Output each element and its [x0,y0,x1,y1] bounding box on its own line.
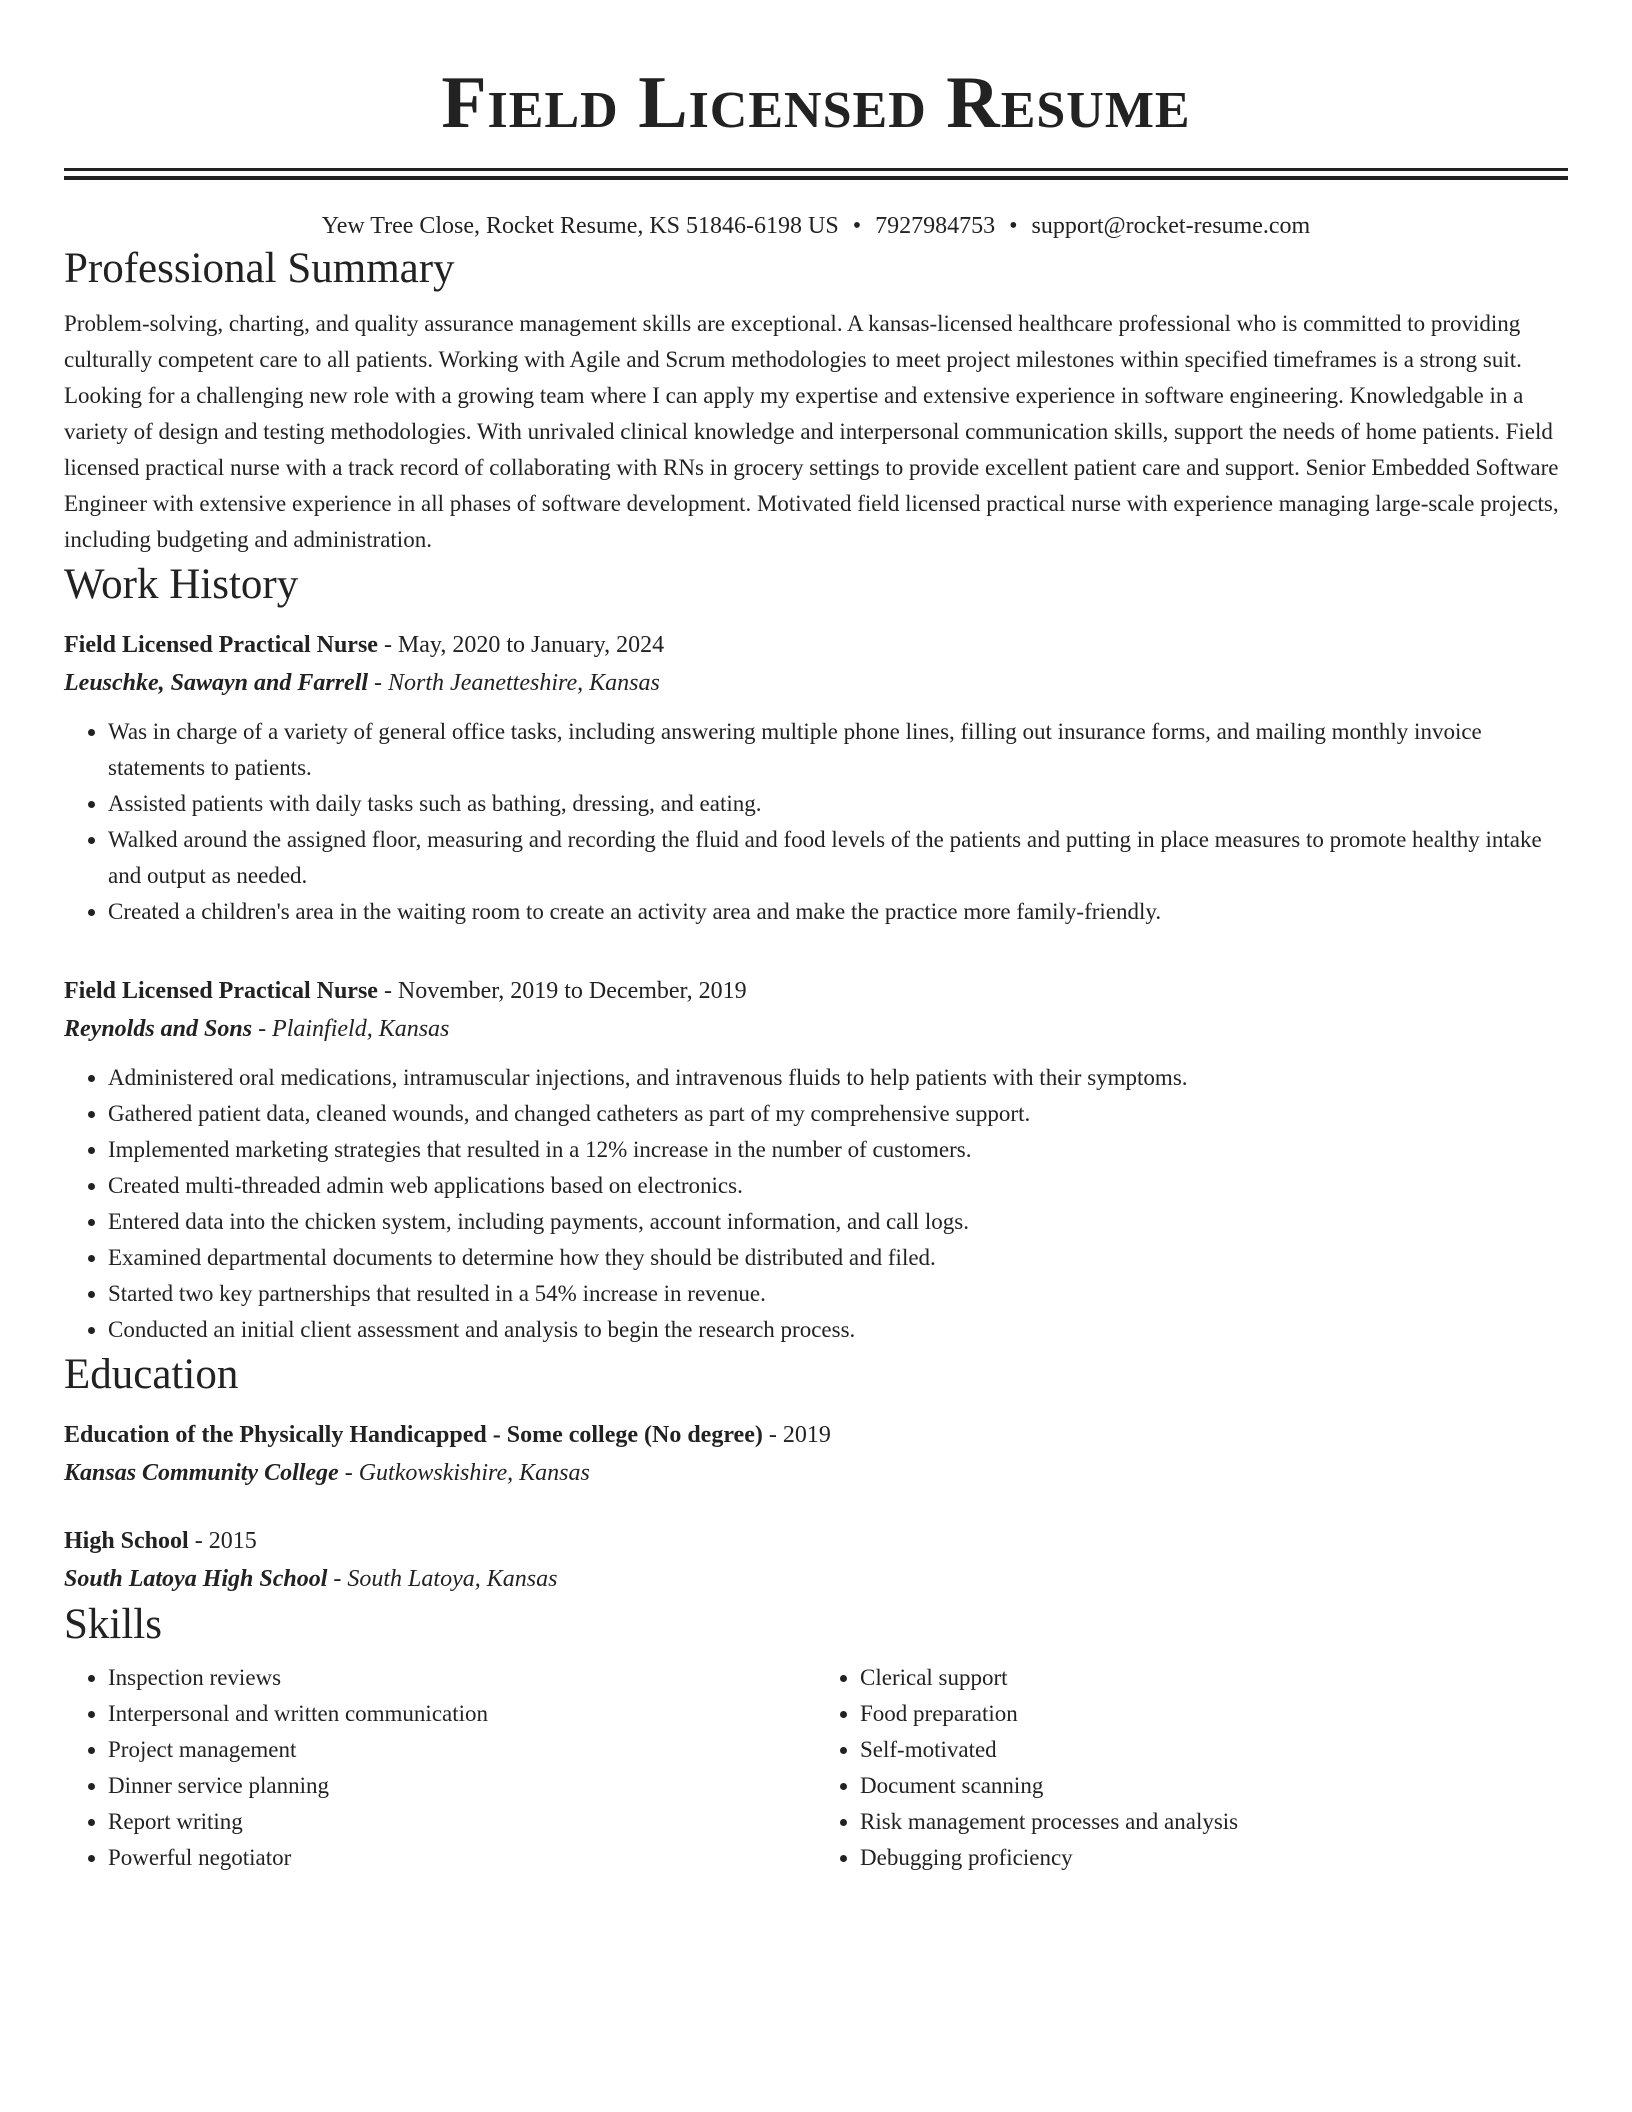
job-bullet: • Started two key partnerships that resulted in a 54% increase in revenue. [108,1276,1568,1312]
job-location: - Plainfield, Kansas [252,1016,450,1042]
education-year: - 2019 [762,1422,831,1448]
job-bullet: • Implemented marketing strategies that resulted in a 12% increase in the number of customers. [108,1132,1568,1168]
job-company: Leuschke, Sawayn and Farrell [64,670,369,696]
education-school-line [64,1560,1568,1598]
skill-item: • Dinner service planning [108,1768,816,1804]
job-title: Field Licensed Practical Nurse [64,632,378,658]
education-year: - 2015 [188,1528,257,1554]
job-location: - North Jeanetteshire, Kansas [368,670,660,696]
resume-title: Field Licensed Resume [441,62,1191,144]
skill-item: • Clerical support [860,1660,1568,1696]
contact-email[interactable]: support@rocket-resume.com [1031,213,1311,239]
education-degree-line [64,1416,1568,1454]
skill-item: • Project management [108,1732,816,1768]
contact-separator: • [1009,213,1018,239]
skills-columns [64,1656,1568,1876]
job-company: Reynolds and Sons [64,1016,253,1042]
job-title: Field Licensed Practical Nurse [64,978,378,1004]
skill-item: • Debugging proficiency [860,1840,1568,1876]
work-history-heading: Work History [64,561,299,608]
education-degree-line [64,1522,1568,1560]
skills-heading: Skills [64,1601,162,1648]
education-school-line [64,1454,1568,1492]
job-bullet: • Examined departmental documents to determine how they should be distributed and filed. [108,1240,1568,1276]
skill-item: • Risk management processes and analysis [860,1804,1568,1840]
education-location: - Gutkowskishire, Kansas [338,1460,590,1486]
job-bullet: • Created multi-threaded admin web applications based on electronics. [108,1168,1568,1204]
job-bullet: • Assisted patients with daily tasks such as bathing, dressing, and eating. [108,786,1568,822]
job-dates: - November, 2019 to December, 2019 [377,978,747,1004]
job-title-line [64,626,1568,664]
job-entry [64,972,1568,1348]
job-title-line [64,972,1568,1010]
job-bullet: • Gathered patient data, cleaned wounds, and changed catheters as part of my comprehensive support. [108,1096,1568,1132]
job-dates: - May, 2020 to January, 2024 [377,632,665,658]
education-school: South Latoya High School [64,1566,328,1592]
skill-item: • Self-motivated [860,1732,1568,1768]
skill-item: • Document scanning [860,1768,1568,1804]
contact-address: Yew Tree Close, Rocket Resume, KS 51846-6198 US [321,213,839,239]
contact-phone[interactable]: 7927984753 [875,213,996,239]
job-company-line [64,1010,1568,1048]
job-bullet: • Walked around the assigned floor, measuring and recording the fluid and food levels of the patients and putting in place measures to promote healthy intake and output as needed. [108,822,1568,894]
rule-line-bottom [64,176,1568,180]
skill-item: • Report writing [108,1804,816,1840]
skills-list-left [64,1660,816,1876]
job-bullet: • Was in charge of a variety of general office tasks, including answering multiple phone lines, filling out insurance forms, and mailing monthly invoice statements to patients. [108,714,1568,786]
skill-item: • Food preparation [860,1696,1568,1732]
skill-item: • Interpersonal and written communication [108,1696,816,1732]
rule-line-top [64,168,1568,171]
education-entry [64,1416,1568,1492]
skills-list-right [816,1660,1568,1876]
education-location: - South Latoya, Kansas [327,1566,558,1592]
job-bullet: • Conducted an initial client assessment and analysis to begin the research process. [108,1312,1568,1348]
education-degree: Education of the Physically Handicapped - Some college (No degree) [64,1422,763,1448]
job-bullet: • Entered data into the chicken system, including payments, account information, and call logs. [108,1204,1568,1240]
job-bullet: • Created a children's area in the waiting room to create an activity area and make the practice more family-friendly. [108,894,1568,930]
skill-item: • Powerful negotiator [108,1840,816,1876]
job-bullets [64,1060,1568,1348]
job-bullets [64,714,1568,930]
contact-separator: • [852,213,862,239]
education-degree: High School [64,1528,189,1554]
title-double-rule [64,168,1568,180]
education-school: Kansas Community College [64,1460,339,1486]
summary-text: Problem-solving, charting, and quality assurance management skills are exceptional. A kansas-licensed healthcare professional who is committed to providing culturally competent care to all patients. Working with Agile and Scrum methodologies to meet project milestones within specified timeframes is a strong suit. Looking for a challenging new role with a growing team where I can apply my expertise and extensive experience in software engineering. Knowledgable in a variety of design and testing methodologies. With unrivaled clinical knowledge and interpersonal communication skills, support the needs of home patients. Field licensed practical nurse with a track record of collaborating with RNs in grocery settings to provide excellent patient care and support. Senior Embedded Software Engineer with extensive experience in all phases of software development. Motivated field licensed practical nurse with experience managing large-scale projects, including budgeting and administration. [64,311,1559,552]
job-company-line [64,664,1568,702]
summary-heading: Professional Summary [64,245,455,292]
contact-line [64,210,1568,242]
education-entry [64,1522,1568,1598]
job-bullet: • Administered oral medications, intramuscular injections, and intravenous fluids to help patients with their symptoms. [108,1060,1568,1096]
skill-item: • Inspection reviews [108,1660,816,1696]
education-heading: Education [64,1351,239,1398]
job-entry [64,626,1568,930]
